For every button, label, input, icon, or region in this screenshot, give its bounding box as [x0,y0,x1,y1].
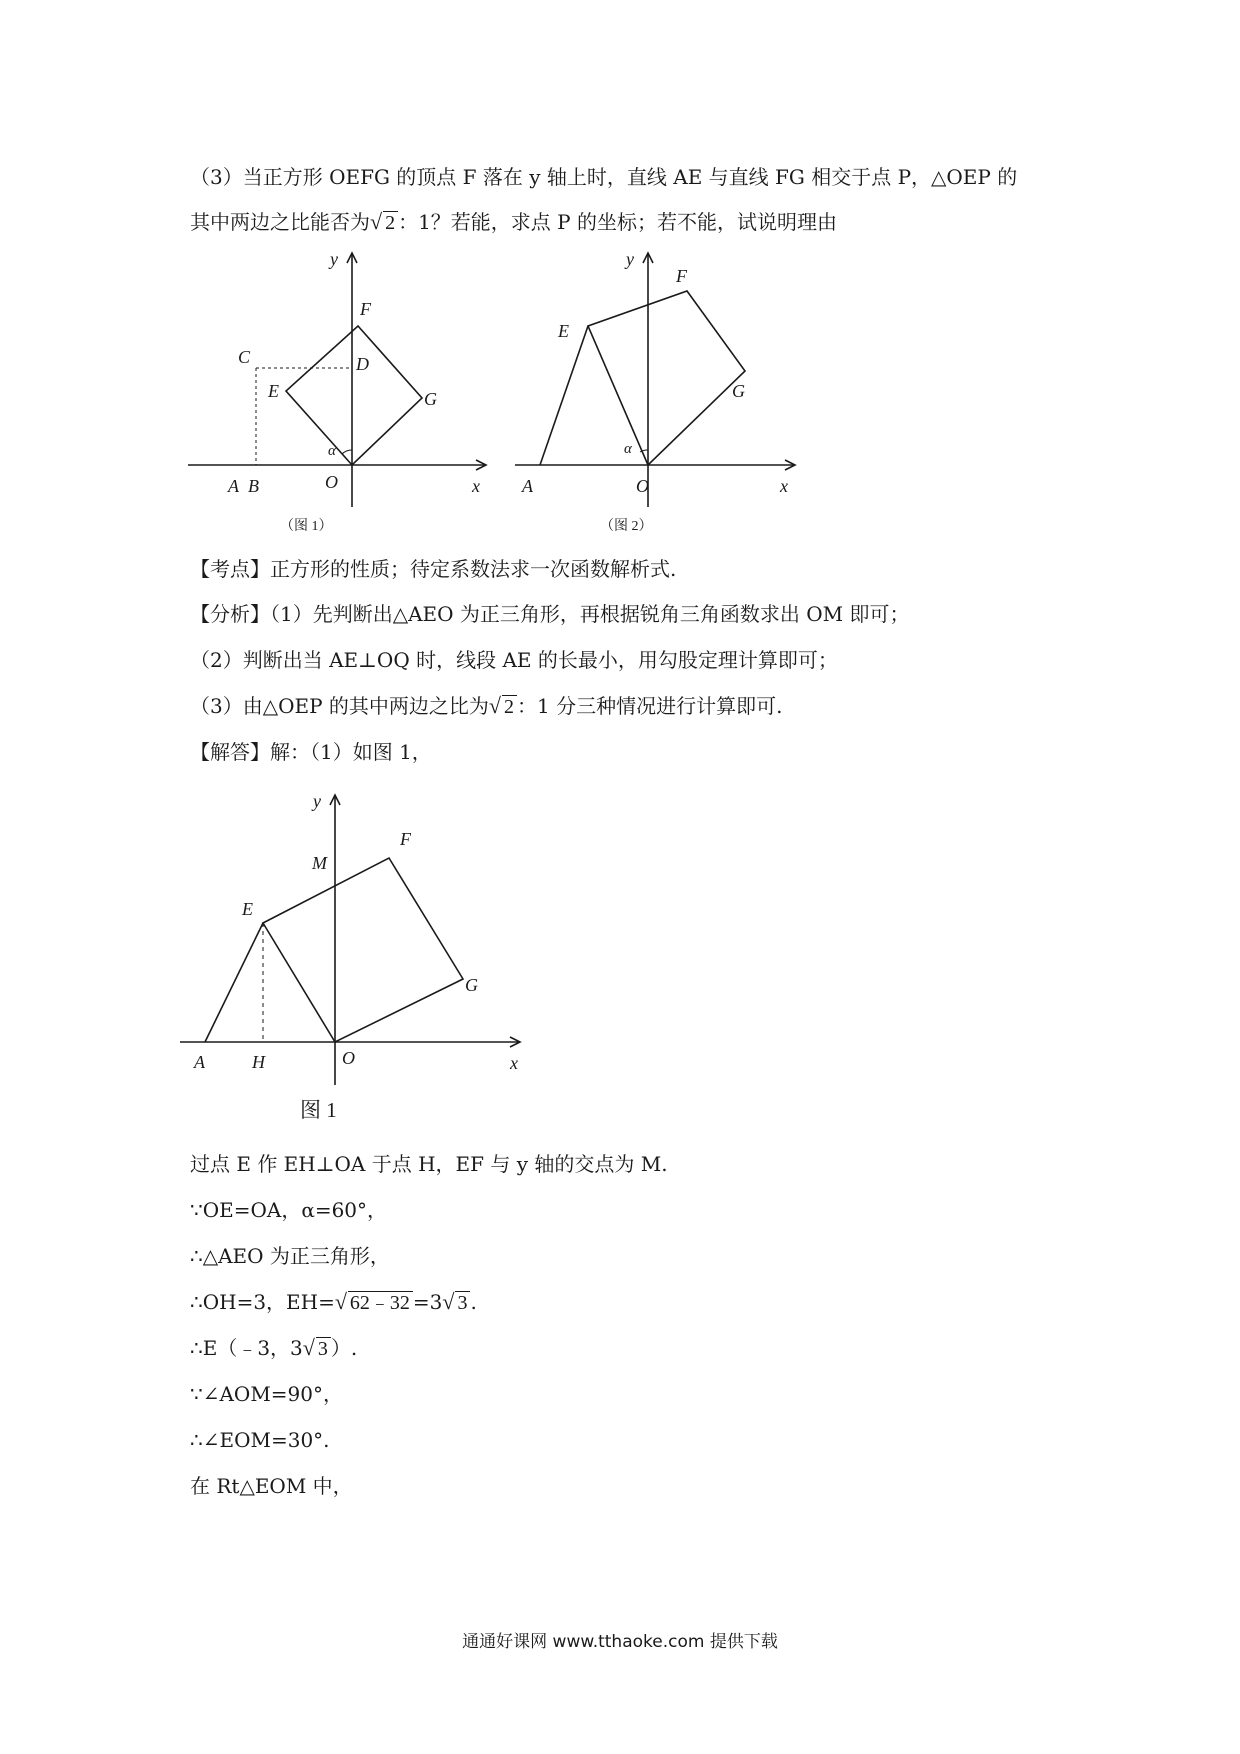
q3-line2-radicand: 2 [383,211,398,234]
fenxi-line3-b: ：1 分三种情况进行计算即可. [517,694,783,718]
q3-line2-b: ：1？若能，求点 P 的坐标；若不能，试说明理由 [398,210,837,234]
fig3-square [263,858,463,1042]
fenxi-line3 [190,692,782,720]
solution-line5 [190,1334,357,1362]
fig1-label-d: D [356,354,369,374]
fig2-label-y: y [626,249,634,269]
fig2-line-ae [540,326,588,465]
fig2-label-g: G [732,381,745,401]
solution-line4 [190,1288,477,1316]
fig2-label-e: E [558,321,569,341]
solution-line4-b: =3 [412,1290,443,1314]
solution-line6: ∵∠AOM=90°， [190,1382,344,1406]
fig3-label-f: F [400,829,411,849]
fig1-label-f: F [360,299,371,319]
fig1-square [286,326,422,465]
solution-line4-c: . [470,1290,477,1314]
sqrt-sign: √ [334,1289,347,1314]
fig2-label-o: O [636,476,649,496]
fig2-caption: （图 2） [600,519,653,534]
fenxi-line3-radicand: 2 [502,695,517,718]
fig1-label-b: B [248,476,259,496]
fig2-label-alpha: α [624,441,632,457]
solution-line4-radicand2: 3 [455,1291,470,1314]
jieda: 【解答】解：（1）如图 1， [190,740,432,764]
q3-line2 [190,208,837,236]
solution-line5-radicand: 3 [316,1337,331,1360]
fig3-label-h: H [252,1052,265,1072]
fig1-label-x: x [472,476,480,496]
page-footer: 通通好课网 www.tthaoke.com 提供下载 [462,1632,778,1652]
solution-line8: 在 Rt△EOM 中， [190,1474,353,1498]
solution-line4-a: ∴OH=3，EH= [190,1290,335,1314]
fig2-label-f: F [676,266,687,286]
fig3-label-m: M [312,853,327,873]
q3-line2-a: 其中两边之比能否为 [190,210,370,234]
fig1-label-y: y [330,249,338,269]
fig2-label-a: A [522,476,533,496]
fig1-label-e: E [268,381,279,401]
figures-1-2 [180,245,880,545]
fig3-line-ae [205,923,263,1042]
kaodian: 【考点】正方形的性质；待定系数法求一次函数解析式. [190,557,677,581]
fig3-label-e: E [242,899,253,919]
fig3-label-a: A [194,1052,205,1072]
solution-line5-a: ∴E（﹣3，3 [190,1336,303,1360]
sqrt-sign: √ [488,693,501,718]
sqrt-sign: √ [302,1335,315,1360]
fig1-label-a: A [228,476,239,496]
fig3-label-g: G [465,975,478,995]
fig1-label-alpha: α [328,443,336,459]
fig3-label-o: O [342,1048,355,1068]
fig1-label-c: C [238,347,251,367]
fig1-alpha-arc [342,450,352,454]
q3-line1: （3）当正方形 OEFG 的顶点 F 落在 y 轴上时，直线 AE 与直线 FG 相交于点 P，△OEP 的 [190,165,1018,189]
fig1-label-o: O [325,472,338,492]
solution-line5-b: ）. [330,1336,358,1360]
fig2-label-x: x [780,476,788,496]
fig3-label-x: x [510,1053,518,1073]
solution-line3: ∴△AEO 为正三角形， [190,1244,390,1268]
figure-solution [180,785,540,1130]
fig2-square [588,291,745,465]
fig1-label-g: G [424,389,437,409]
sqrt-sign: √ [442,1289,455,1314]
fenxi-line2: （2）判断出当 AE⊥OQ 时，线段 AE 的长最小，用勾股定理计算即可； [190,648,838,672]
sqrt-sign: √ [370,209,383,234]
fig3-caption: 图 1 [300,1098,337,1122]
fenxi-line1: 【分析】（1）先判断出△AEO 为正三角形，再根据锐角三角函数求出 OM 即可； [190,602,910,626]
fig3-label-y: y [313,791,321,811]
solution-line4-radicand: 62﹣32 [348,1291,413,1314]
fig1-caption: （图 1） [280,519,333,534]
solution-line2: ∵OE=OA，α=60°， [190,1198,388,1222]
solution-line7: ∴∠EOM=30°. [190,1428,330,1452]
solution-line1: 过点 E 作 EH⊥OA 于点 H，EF 与 y 轴的交点为 M. [190,1152,668,1176]
fenxi-line3-a: （3）由△OEP 的其中两边之比为 [190,694,489,718]
